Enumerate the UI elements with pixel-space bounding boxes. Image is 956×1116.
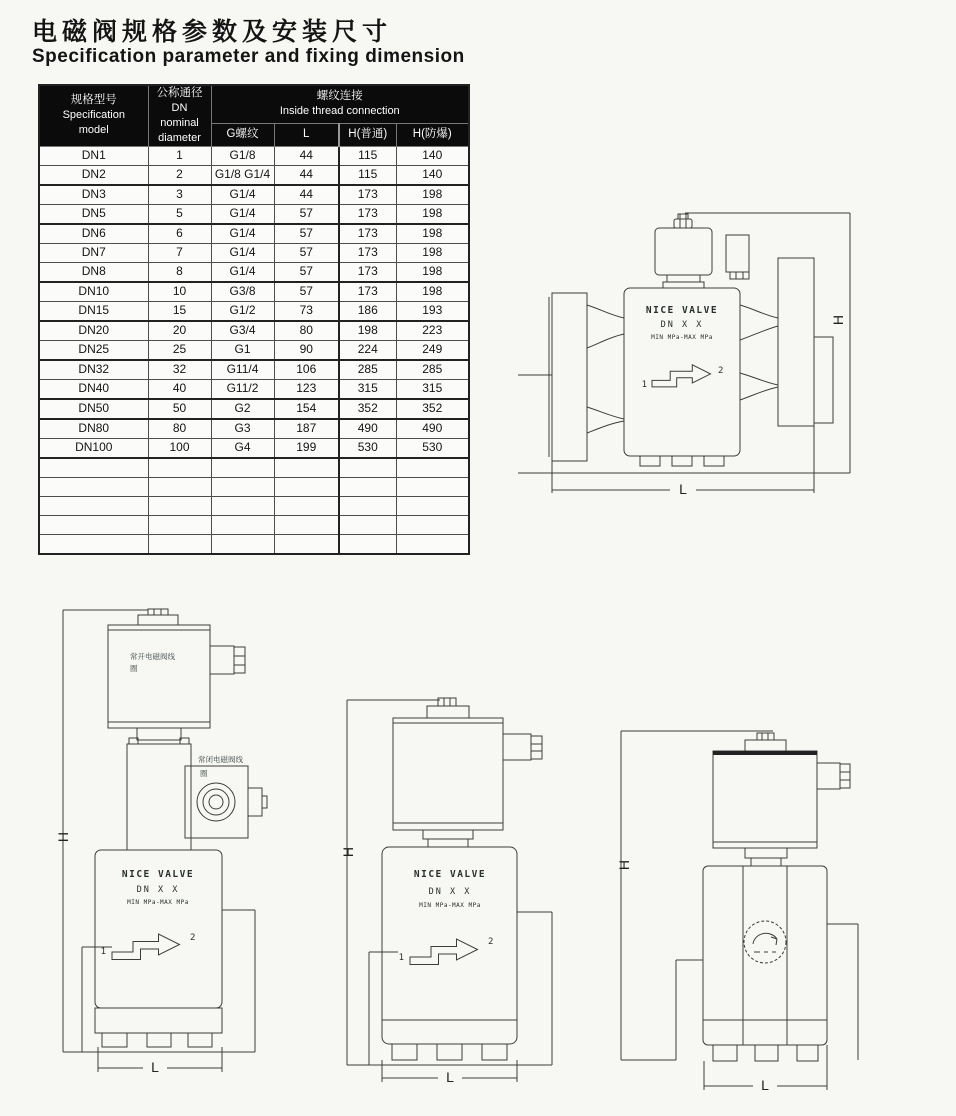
valve-brand-text: NICE VALVE	[645, 305, 719, 316]
table-cell: 173	[339, 243, 396, 262]
neck-tube	[127, 728, 191, 850]
coil-assembly	[713, 733, 850, 866]
table-row	[39, 282, 469, 302]
table-cell: 249	[396, 340, 469, 360]
valve-pressure-text: MIN MPa-MAX MPa	[419, 902, 481, 909]
table-cell	[396, 458, 469, 478]
col-header-thread-zh: 螺纹连接	[316, 90, 363, 103]
coil-open-label-line1: 常开电磁阀线	[130, 652, 175, 661]
dim-label-h: H	[340, 846, 356, 858]
col-header-dn	[148, 85, 211, 146]
coil-assembly	[655, 214, 749, 288]
table-cell: 223	[396, 321, 469, 341]
table-cell	[211, 477, 274, 496]
table-cell: DN40	[39, 379, 148, 399]
coil-closed-label-line2: 圈	[200, 769, 208, 778]
table-cell: G1	[211, 340, 274, 360]
table-cell: DN25	[39, 340, 148, 360]
table-cell	[274, 515, 339, 534]
col-header-thread-group	[211, 85, 469, 123]
table-cell: 80	[148, 419, 211, 439]
spec-table-body	[39, 146, 469, 554]
table-cell: 32	[148, 360, 211, 380]
table-cell: DN1	[39, 146, 148, 165]
col-header-model-en1: Specification	[62, 109, 125, 122]
table-cell: 352	[339, 399, 396, 419]
table-cell: G11/2	[211, 379, 274, 399]
port-1-label: 1	[100, 947, 106, 957]
table-cell	[339, 534, 396, 554]
table-row	[39, 534, 469, 554]
drawing-emblem-valve	[610, 710, 956, 1100]
table-cell: G3/8	[211, 282, 274, 302]
table-row	[39, 165, 469, 185]
table-cell: 20	[148, 321, 211, 341]
table-cell	[396, 496, 469, 515]
table-cell	[274, 477, 339, 496]
port-1-label: 1	[398, 953, 404, 963]
table-cell: DN15	[39, 301, 148, 321]
dim-label-l: L	[446, 1069, 454, 1085]
table-cell: 173	[339, 204, 396, 224]
table-cell	[39, 515, 148, 534]
table-cell: 187	[274, 419, 339, 439]
table-cell: 198	[396, 204, 469, 224]
table-cell: 173	[339, 185, 396, 205]
table-cell: DN32	[39, 360, 148, 380]
valve-brand-text: NICE VALVE	[121, 869, 195, 880]
table-cell	[339, 477, 396, 496]
table-cell	[339, 458, 396, 478]
table-row	[39, 224, 469, 244]
table-cell: 224	[339, 340, 396, 360]
table-row	[39, 243, 469, 262]
table-cell: 198	[339, 321, 396, 341]
page-title-zh: 电磁阀规格参数及安装尺寸	[32, 18, 393, 46]
table-cell: G3/4	[211, 321, 274, 341]
table-cell: DN6	[39, 224, 148, 244]
table-row	[39, 340, 469, 360]
flow-arrow	[112, 934, 180, 960]
dim-label-l: L	[761, 1077, 769, 1093]
table-cell: 530	[396, 438, 469, 458]
table-cell	[274, 534, 339, 554]
table-cell	[148, 515, 211, 534]
table-cell: G1/4	[211, 224, 274, 244]
table-row	[39, 262, 469, 282]
table-cell: DN5	[39, 204, 148, 224]
col-header-model-en2: model	[78, 124, 109, 137]
spec-table-header	[39, 85, 469, 146]
table-row	[39, 515, 469, 534]
page-title-en: Specification parameter and fixing dimension	[32, 46, 465, 67]
dimension-lines	[63, 610, 255, 1072]
table-cell: 115	[339, 165, 396, 185]
table-cell: 186	[339, 301, 396, 321]
drawing-dual-coil-valve	[40, 600, 330, 1100]
table-cell	[396, 515, 469, 534]
col-header-h-normal: H(普通)	[339, 123, 396, 146]
table-cell: G1/8	[211, 146, 274, 165]
col-header-model-zh: 规格型号	[70, 94, 117, 107]
valve-pressure-text: MIN MPa-MAX MPa	[651, 334, 713, 341]
table-cell	[339, 496, 396, 515]
dimension-lines	[621, 731, 858, 1090]
table-cell: 198	[396, 224, 469, 244]
coil-assembly	[393, 698, 542, 847]
table-cell: 44	[274, 146, 339, 165]
rotary-direction-emblem	[744, 921, 786, 963]
table-cell: DN3	[39, 185, 148, 205]
table-cell: 123	[274, 379, 339, 399]
table-cell	[148, 496, 211, 515]
table-cell	[148, 477, 211, 496]
valve-nameplate	[399, 869, 494, 965]
col-header-h-exproof: H(防爆)	[396, 123, 469, 146]
coil-open-label-line2: 圈	[130, 664, 138, 673]
table-cell	[39, 458, 148, 478]
table-cell: 199	[274, 438, 339, 458]
table-row	[39, 185, 469, 205]
table-cell: G1/2	[211, 301, 274, 321]
table-cell: 315	[396, 379, 469, 399]
table-cell: 140	[396, 165, 469, 185]
table-row	[39, 321, 469, 341]
table-row	[39, 419, 469, 439]
table-cell: 140	[396, 146, 469, 165]
table-cell: G1/4	[211, 204, 274, 224]
table-row	[39, 204, 469, 224]
drawing-flanged-valve	[500, 185, 956, 505]
table-cell	[274, 496, 339, 515]
valve-nameplate	[642, 305, 724, 390]
table-cell: G1/4	[211, 243, 274, 262]
valve-brand-text: NICE VALVE	[413, 869, 487, 880]
table-cell: DN8	[39, 262, 148, 282]
col-header-l: L	[274, 123, 339, 146]
table-cell: G4	[211, 438, 274, 458]
table-cell: 352	[396, 399, 469, 419]
valve-dn-text: DN X X	[136, 885, 180, 895]
port-2-label: 2	[488, 937, 494, 947]
table-cell: 7	[148, 243, 211, 262]
table-row	[39, 496, 469, 515]
dim-label-h: H	[55, 831, 71, 843]
valve-dn-text: DN X X	[660, 320, 704, 330]
dim-label-l: L	[679, 481, 687, 497]
table-cell: G3	[211, 419, 274, 439]
table-cell: 73	[274, 301, 339, 321]
table-cell: DN10	[39, 282, 148, 302]
table-cell: 3	[148, 185, 211, 205]
port-1-label: 1	[641, 380, 647, 390]
table-cell: 173	[339, 262, 396, 282]
coil-normally-closed	[185, 754, 267, 838]
table-cell: 173	[339, 282, 396, 302]
dim-label-h: H	[616, 859, 632, 871]
port-2-label: 2	[718, 366, 724, 376]
table-cell: G1/4	[211, 185, 274, 205]
table-cell: G1/8 G1/4	[211, 165, 274, 185]
table-cell: 57	[274, 243, 339, 262]
table-cell: 315	[339, 379, 396, 399]
valve-body	[549, 258, 833, 466]
table-cell: DN100	[39, 438, 148, 458]
coil-closed-label-line1: 常闭电磁阀线	[198, 755, 243, 764]
table-cell	[211, 515, 274, 534]
table-cell: 198	[396, 243, 469, 262]
table-cell: 285	[339, 360, 396, 380]
valve-pressure-text: MIN MPa-MAX MPa	[127, 899, 189, 906]
table-cell: 57	[274, 204, 339, 224]
table-cell: 285	[396, 360, 469, 380]
table-cell	[39, 534, 148, 554]
table-cell: 44	[274, 165, 339, 185]
table-cell: 80	[274, 321, 339, 341]
table-cell: DN20	[39, 321, 148, 341]
table-cell: 15	[148, 301, 211, 321]
table-cell: 25	[148, 340, 211, 360]
table-cell	[148, 458, 211, 478]
flow-arrow	[652, 365, 711, 387]
col-header-thread-en: Inside thread connection	[279, 105, 400, 118]
table-cell	[211, 458, 274, 478]
table-row	[39, 438, 469, 458]
table-cell: 57	[274, 262, 339, 282]
table-cell: 44	[274, 185, 339, 205]
table-cell: G1/4	[211, 262, 274, 282]
table-cell: 40	[148, 379, 211, 399]
table-cell: 198	[396, 282, 469, 302]
valve-nameplate	[101, 869, 196, 960]
coil-normally-open	[108, 609, 245, 728]
flow-arrow	[410, 939, 478, 965]
table-cell: 193	[396, 301, 469, 321]
table-row	[39, 458, 469, 478]
table-row	[39, 477, 469, 496]
table-cell: DN2	[39, 165, 148, 185]
table-cell: 57	[274, 224, 339, 244]
table-cell	[211, 534, 274, 554]
col-header-dn-zh: 公称通径	[156, 87, 203, 99]
table-row	[39, 360, 469, 380]
table-cell: 106	[274, 360, 339, 380]
table-cell: 8	[148, 262, 211, 282]
port-2-label: 2	[190, 933, 196, 943]
table-row	[39, 399, 469, 419]
table-cell: DN80	[39, 419, 148, 439]
table-cell: 198	[396, 185, 469, 205]
table-cell	[396, 534, 469, 554]
table-cell: 6	[148, 224, 211, 244]
table-cell: 1	[148, 146, 211, 165]
table-cell	[39, 477, 148, 496]
table-cell: 5	[148, 204, 211, 224]
table-cell: 198	[396, 262, 469, 282]
col-header-g-thread: G螺纹	[211, 123, 274, 146]
table-cell: DN7	[39, 243, 148, 262]
table-cell: 490	[339, 419, 396, 439]
col-header-model	[39, 85, 148, 146]
table-row	[39, 379, 469, 399]
table-cell: 490	[396, 419, 469, 439]
dimension-lines	[518, 213, 850, 493]
table-cell: 57	[274, 282, 339, 302]
table-cell: DN50	[39, 399, 148, 419]
table-cell: 154	[274, 399, 339, 419]
table-cell	[39, 496, 148, 515]
table-cell	[339, 515, 396, 534]
table-row	[39, 301, 469, 321]
table-cell	[148, 534, 211, 554]
table-cell	[274, 458, 339, 478]
table-cell: 115	[339, 146, 396, 165]
table-cell: 530	[339, 438, 396, 458]
table-cell	[396, 477, 469, 496]
table-cell: 10	[148, 282, 211, 302]
col-header-dn-l2: DN	[171, 101, 188, 114]
table-cell: 90	[274, 340, 339, 360]
dim-label-l: L	[151, 1059, 159, 1075]
drawing-single-coil-valve	[340, 690, 590, 1100]
table-cell: G2	[211, 399, 274, 419]
col-header-dn-l3: nominal	[160, 116, 199, 129]
table-row	[39, 146, 469, 165]
table-cell	[211, 496, 274, 515]
table-cell: 173	[339, 224, 396, 244]
col-header-dn-l4: diameter	[158, 131, 201, 144]
dim-label-h: H	[830, 314, 846, 326]
table-cell: 50	[148, 399, 211, 419]
table-cell: 100	[148, 438, 211, 458]
table-cell: G11/4	[211, 360, 274, 380]
spec-table	[38, 84, 470, 555]
table-cell: 2	[148, 165, 211, 185]
valve-dn-text: DN X X	[428, 887, 472, 897]
